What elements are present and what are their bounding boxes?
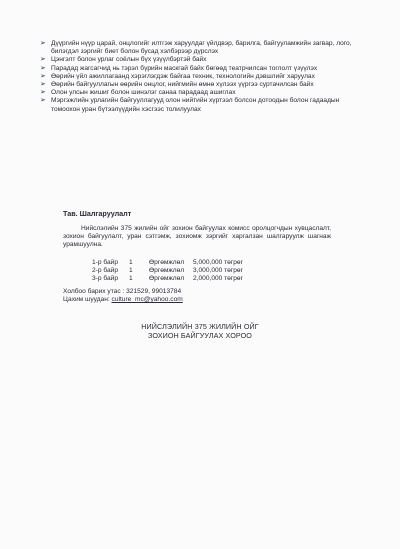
prize-count: 1: [129, 267, 133, 275]
list-item: [40, 56, 370, 64]
list-item: [40, 97, 370, 113]
prize-place: 1-р байр: [92, 259, 119, 266]
arrow-bullet-icon: ➢: [40, 97, 46, 105]
list-item: [40, 40, 370, 56]
table-row: [92, 259, 243, 267]
contact-phone: Холбоо барих утас : 321529, 99013784: [63, 288, 182, 295]
email-link[interactable]: culture_mc@yahoo.com: [111, 296, 183, 304]
arrow-bullet-icon: ➢: [40, 40, 46, 47]
prize-table: [92, 259, 243, 284]
prize-type: Өргөмжлөл: [149, 267, 185, 275]
prize-count: 1: [129, 275, 133, 283]
list-item-text: Олон улсын жишиг болон шинэлэг санаа парадаад ашиглах: [51, 89, 236, 97]
prize-count: 1: [129, 259, 133, 266]
list-item-text: Өөрийн үйл ажиллагаанд хэрэглэгдэж байгаа техник, технологийн дэвшлийг харуулах: [51, 72, 315, 80]
table-row: [92, 275, 243, 283]
prize-place: 2-р байр: [92, 267, 119, 275]
signature-line-1: НИЙСЛЭЛИЙН 375 ЖИЛИЙН ОЙГ: [141, 322, 259, 331]
prize-amount: 2,000,000 төгрөг: [193, 275, 243, 283]
arrow-bullet-icon: ➢: [40, 72, 46, 80]
prize-type: Өргөмжлөл: [149, 275, 185, 283]
prize-place: 3-р байр: [92, 275, 119, 283]
arrow-bullet-icon: ➢: [40, 89, 46, 97]
arrow-bullet-icon: ➢: [40, 56, 46, 64]
signature-line-2: ЗОХИОН БАЙГУУЛАХ ХОРОО: [147, 331, 253, 340]
list-item-text: Дүүргийн нүүр царай, онцлогийг илтгэж харуулдаг үйлдвэр, барилга, байгууламжийн загвар, лого, билэгдэл зэргийг биет болон бусад хэлбэрээр дүрслэх: [51, 40, 352, 56]
section-title: Тав. Шалгаруулалт: [63, 209, 132, 218]
list-item-text: Мэргэжлийн урлагийн байгууллагууд олон нийтийн хүртээл болсон дотоодын болон гадаадын томоохон уран бүтээлүүдийн хэсгээс толилуулах: [51, 97, 340, 113]
list-item: [40, 81, 370, 89]
requirements-list: [40, 40, 370, 114]
arrow-bullet-icon: ➢: [40, 64, 46, 72]
selection-paragraph: Нийслэлийн 375 жилийн ойг зохион байгуулах комисс оролцогчдын хувцаслалт, зохион байгуулалт, уран сэтгэмж, зохиомж зэргийг харгалзан шалгаруулж шагнаж урамшуулна.: [63, 225, 331, 249]
list-item-text: Өөрийн байгууллагын өөрийн онцлог, нийгмийн өмнө хүлээх үүргээ суртачилсан байх: [51, 81, 314, 89]
prize-amount: 3,000,000 төгрөг: [193, 267, 243, 275]
list-item-text: Цэнгэлт болон урлаг соёлын бүх үзүүлбэртэй байх: [51, 56, 207, 64]
list-item: [40, 73, 370, 81]
prize-type: Өргөмжлөл: [149, 259, 185, 266]
prize-amount: 5,000,000 төгрөг: [193, 259, 243, 266]
signature-block: [0, 322, 400, 340]
list-item: [40, 65, 370, 73]
email-label: Цахим шуудан:: [63, 296, 112, 304]
contact-email-line: [63, 296, 183, 304]
contact-block: [63, 288, 183, 304]
arrow-bullet-icon: ➢: [40, 81, 46, 89]
list-item-text: Парадад жагсагчид нь тэрэл бүрийн маскгай байх бөгөөд театрчилсан тоглолт үзүүлэх: [51, 64, 318, 72]
